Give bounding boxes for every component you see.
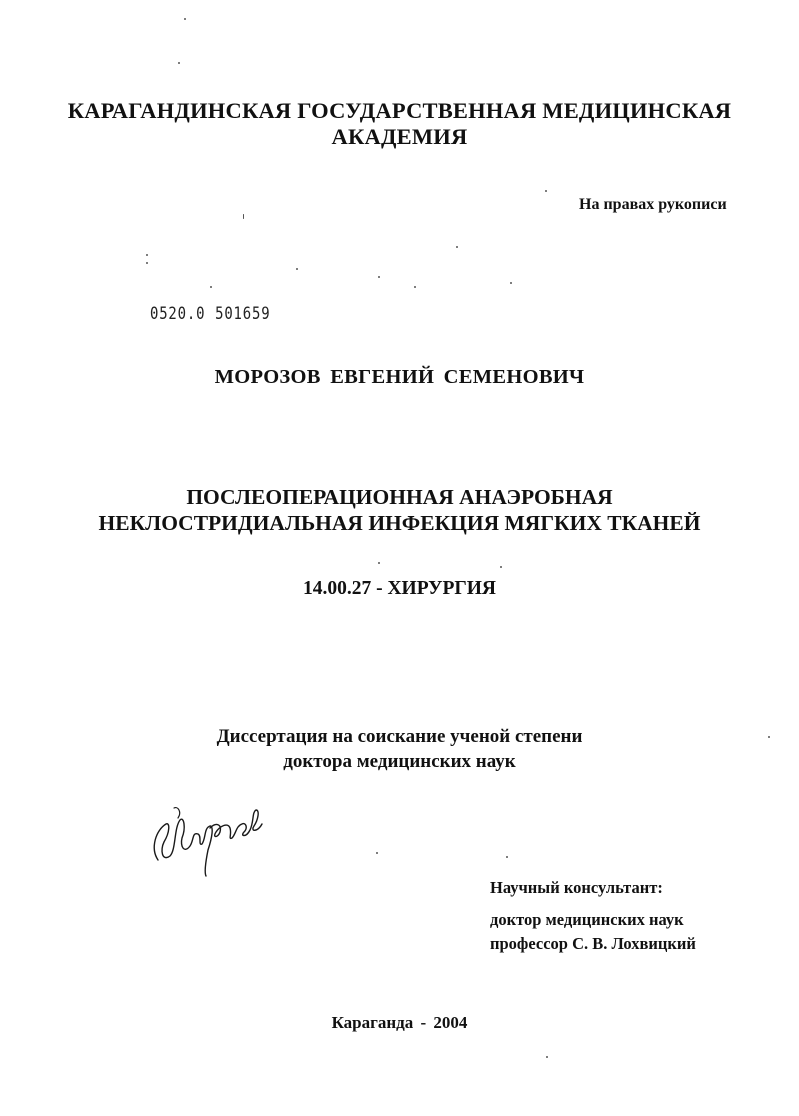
advisor-name: профессор С. В. Лохвицкий [490,934,696,953]
scan-speck [210,286,212,288]
thesis-title-line-2: НЕКЛОСТРИДИАЛЬНАЯ ИНФЕКЦИЯ МЯГКИХ ТКАНЕЙ [98,511,701,535]
degree-statement [0,724,799,774]
stamp-code-part-1: 0520.0 [150,304,206,324]
archive-stamp [150,304,280,324]
thesis-title-line-1: ПОСЛЕОПЕРАЦИОННАЯ АНАЭРОБНАЯ [186,485,613,509]
author-name: МОРОЗОВ ЕВГЕНИЙ СЕМЕНОВИЧ [214,366,585,388]
scan-speck [146,262,148,264]
scientific-advisor [490,876,696,956]
scan-speck [296,268,298,270]
degree-line-1: Диссертация на соискание ученой степени [216,726,583,747]
scan-speck [184,18,186,20]
advisor-label: Научный консультант: [490,878,663,897]
scan-speck [378,562,380,564]
institution-line-1: КАРАГАНДИНСКАЯ ГОСУДАРСТВЕННАЯ МЕДИЦИНСКАЯ [67,98,732,123]
scan-speck [500,566,502,568]
stamp-code-part-2: 501659 [215,304,271,324]
scan-speck [506,856,508,858]
specialty-code: 14.00.27 - ХИРУРГИЯ [302,578,497,599]
handwritten-signature [140,798,270,878]
institution-name [0,98,799,150]
scan-speck [414,286,416,288]
scan-speck [545,190,547,192]
advisor-degree: доктор медицинских наук [490,910,684,929]
scan-speck [146,254,148,256]
rights-note: На правах рукописи [579,196,727,213]
institution-line-2: АКАДЕМИЯ [331,124,468,149]
scan-speck [546,1056,548,1058]
scan-speck [456,246,458,248]
city-and-year: Караганда - 2004 [331,1013,468,1032]
scan-speck [510,282,512,284]
degree-line-2: доктора медицинских наук [283,751,516,772]
scan-speck [376,852,378,854]
scan-speck [178,62,180,64]
scan-speck [378,276,380,278]
thesis-title [0,484,799,536]
scan-speck [243,214,244,219]
